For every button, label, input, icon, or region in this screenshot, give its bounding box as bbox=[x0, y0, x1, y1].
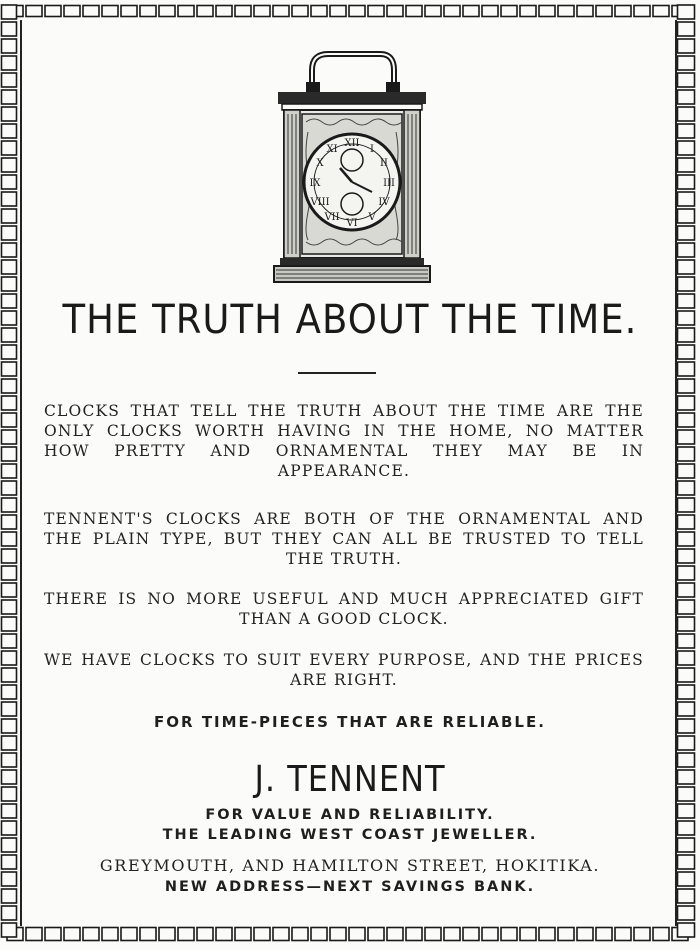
body-paragraph: THERE IS NO MORE USEFUL AND MUCH APPRECIATED GIFT THAN A GOOD CLOCK. bbox=[44, 590, 644, 628]
svg-text:VI: VI bbox=[346, 218, 358, 229]
svg-text:VIII: VIII bbox=[310, 197, 330, 208]
svg-text:X: X bbox=[316, 158, 324, 169]
tagline-jeweller: THE LEADING WEST COAST JEWELLER. bbox=[162, 827, 538, 843]
address: GREYMOUTH, AND HAMILTON STREET, HOKITIKA. bbox=[99, 856, 601, 875]
tagline-value: FOR VALUE AND RELIABILITY. bbox=[205, 807, 495, 823]
svg-text:III: III bbox=[383, 178, 395, 189]
svg-text:II: II bbox=[380, 158, 388, 169]
headline-divider bbox=[298, 372, 376, 374]
merchant-name: J. TENNENT bbox=[254, 758, 446, 800]
svg-text:V: V bbox=[368, 212, 376, 223]
decorative-border-left bbox=[0, 4, 18, 942]
body-paragraph: WE HAVE CLOCKS TO SUIT EVERY PURPOSE, AND THE PRICES ARE RIGHT. bbox=[44, 651, 644, 689]
decorative-border-top bbox=[6, 4, 690, 18]
new-address: NEW ADDRESS—NEXT SAVINGS BANK. bbox=[164, 879, 536, 895]
body-paragraph: TENNENT'S CLOCKS ARE BOTH OF THE ORNAMENTAL AND THE PLAIN TYPE, BUT THEY CAN ALL BE TRUSTED TO TELL THE TRUTH. bbox=[44, 510, 644, 568]
decorative-border-right bbox=[676, 4, 696, 942]
svg-text:XI: XI bbox=[326, 144, 338, 155]
carriage-clock-icon bbox=[262, 42, 442, 287]
svg-text:I: I bbox=[370, 144, 374, 155]
svg-text:IV: IV bbox=[378, 197, 390, 208]
headline: THE TRUTH ABOUT THE TIME. bbox=[62, 296, 638, 343]
body-paragraph: CLOCKS THAT TELL THE TRUTH ABOUT THE TIME ARE THE ONLY CLOCKS WORTH HAVING IN THE HOME, NO MATTER HOW PRETTY AND ORNAMENTAL THEY MAY BE IN APPEARANCE. bbox=[44, 402, 644, 480]
reliable-slogan: FOR TIME-PIECES THAT ARE RELIABLE. bbox=[154, 713, 546, 731]
inner-rule-left bbox=[20, 20, 22, 926]
decorative-border-bottom bbox=[6, 926, 690, 942]
svg-text:IX: IX bbox=[309, 178, 321, 189]
svg-text:VII: VII bbox=[324, 212, 340, 223]
inner-rule-right bbox=[675, 20, 677, 926]
svg-text:XII: XII bbox=[344, 138, 360, 149]
